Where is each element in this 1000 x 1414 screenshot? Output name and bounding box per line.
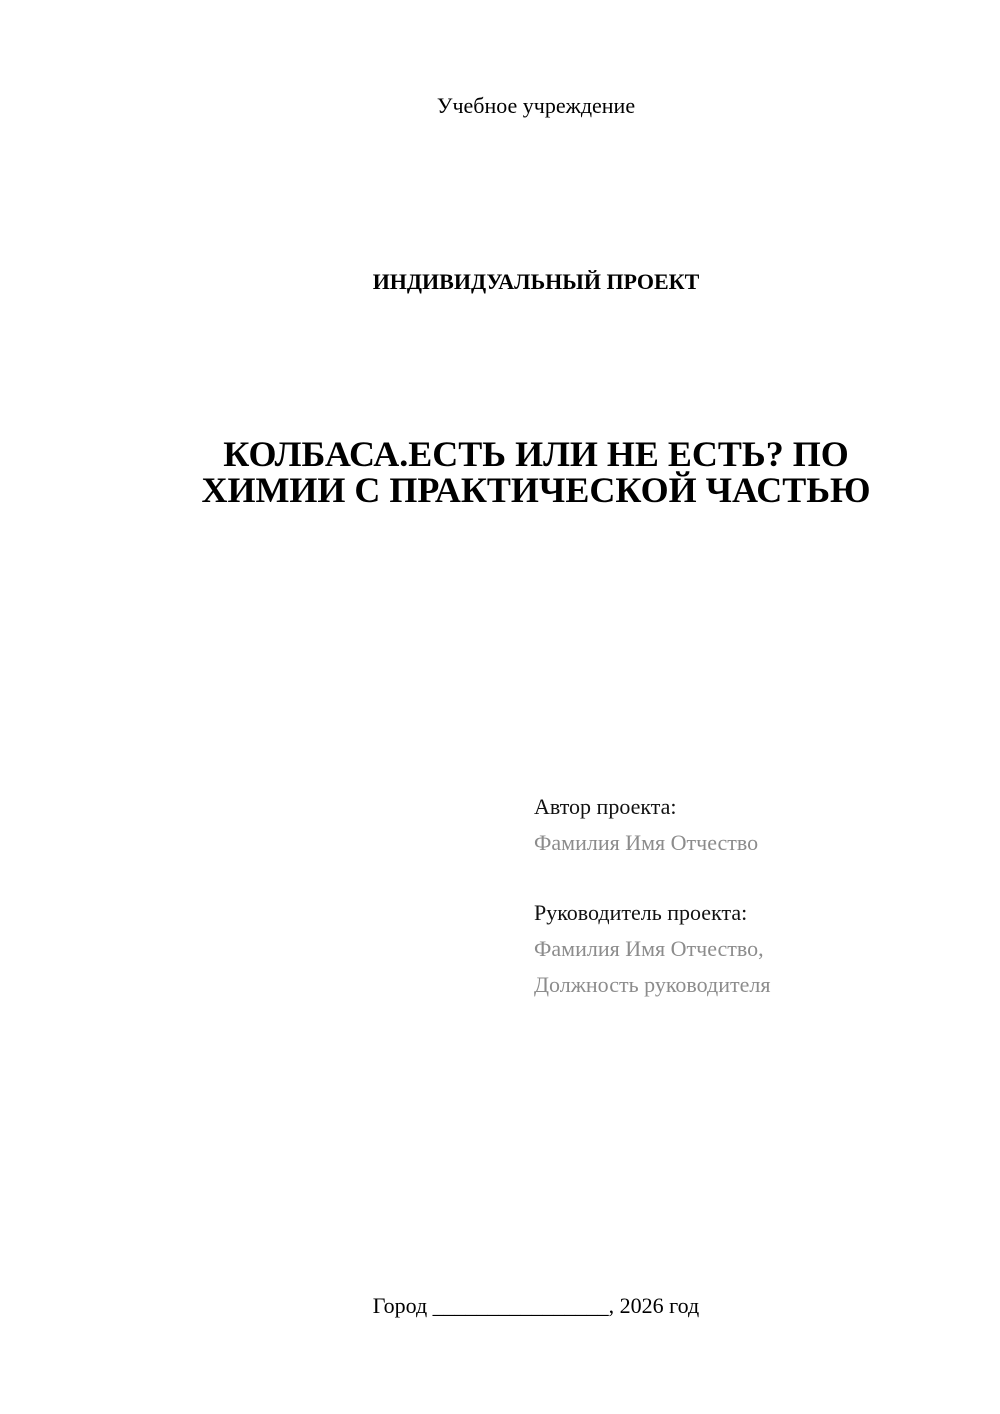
project-title-line-2: ХИМИИ С ПРАКТИЧЕСКОЙ ЧАСТЬЮ xyxy=(201,470,871,510)
project-type-heading: ИНДИВИДУАЛЬНЫЙ ПРОЕКТ xyxy=(372,269,700,294)
supervisor-name-placeholder: Фамилия Имя Отчество, xyxy=(534,936,764,961)
institution-name: Учебное учреждение xyxy=(436,93,636,118)
author-name-placeholder: Фамилия Имя Отчество xyxy=(534,830,759,855)
spacer xyxy=(534,861,770,895)
supervisor-label: Руководитель проекта: xyxy=(534,900,748,925)
project-title-line-1: КОЛБАСА.ЕСТЬ ИЛИ НЕ ЕСТЬ? ПО xyxy=(223,434,849,474)
credits-block xyxy=(534,789,770,1003)
supervisor-position-placeholder: Должность руководителя xyxy=(534,972,771,997)
author-label: Автор проекта: xyxy=(534,794,677,819)
project-title xyxy=(150,436,922,508)
city-year-line: Город ________________, 2026 год xyxy=(372,1293,700,1318)
